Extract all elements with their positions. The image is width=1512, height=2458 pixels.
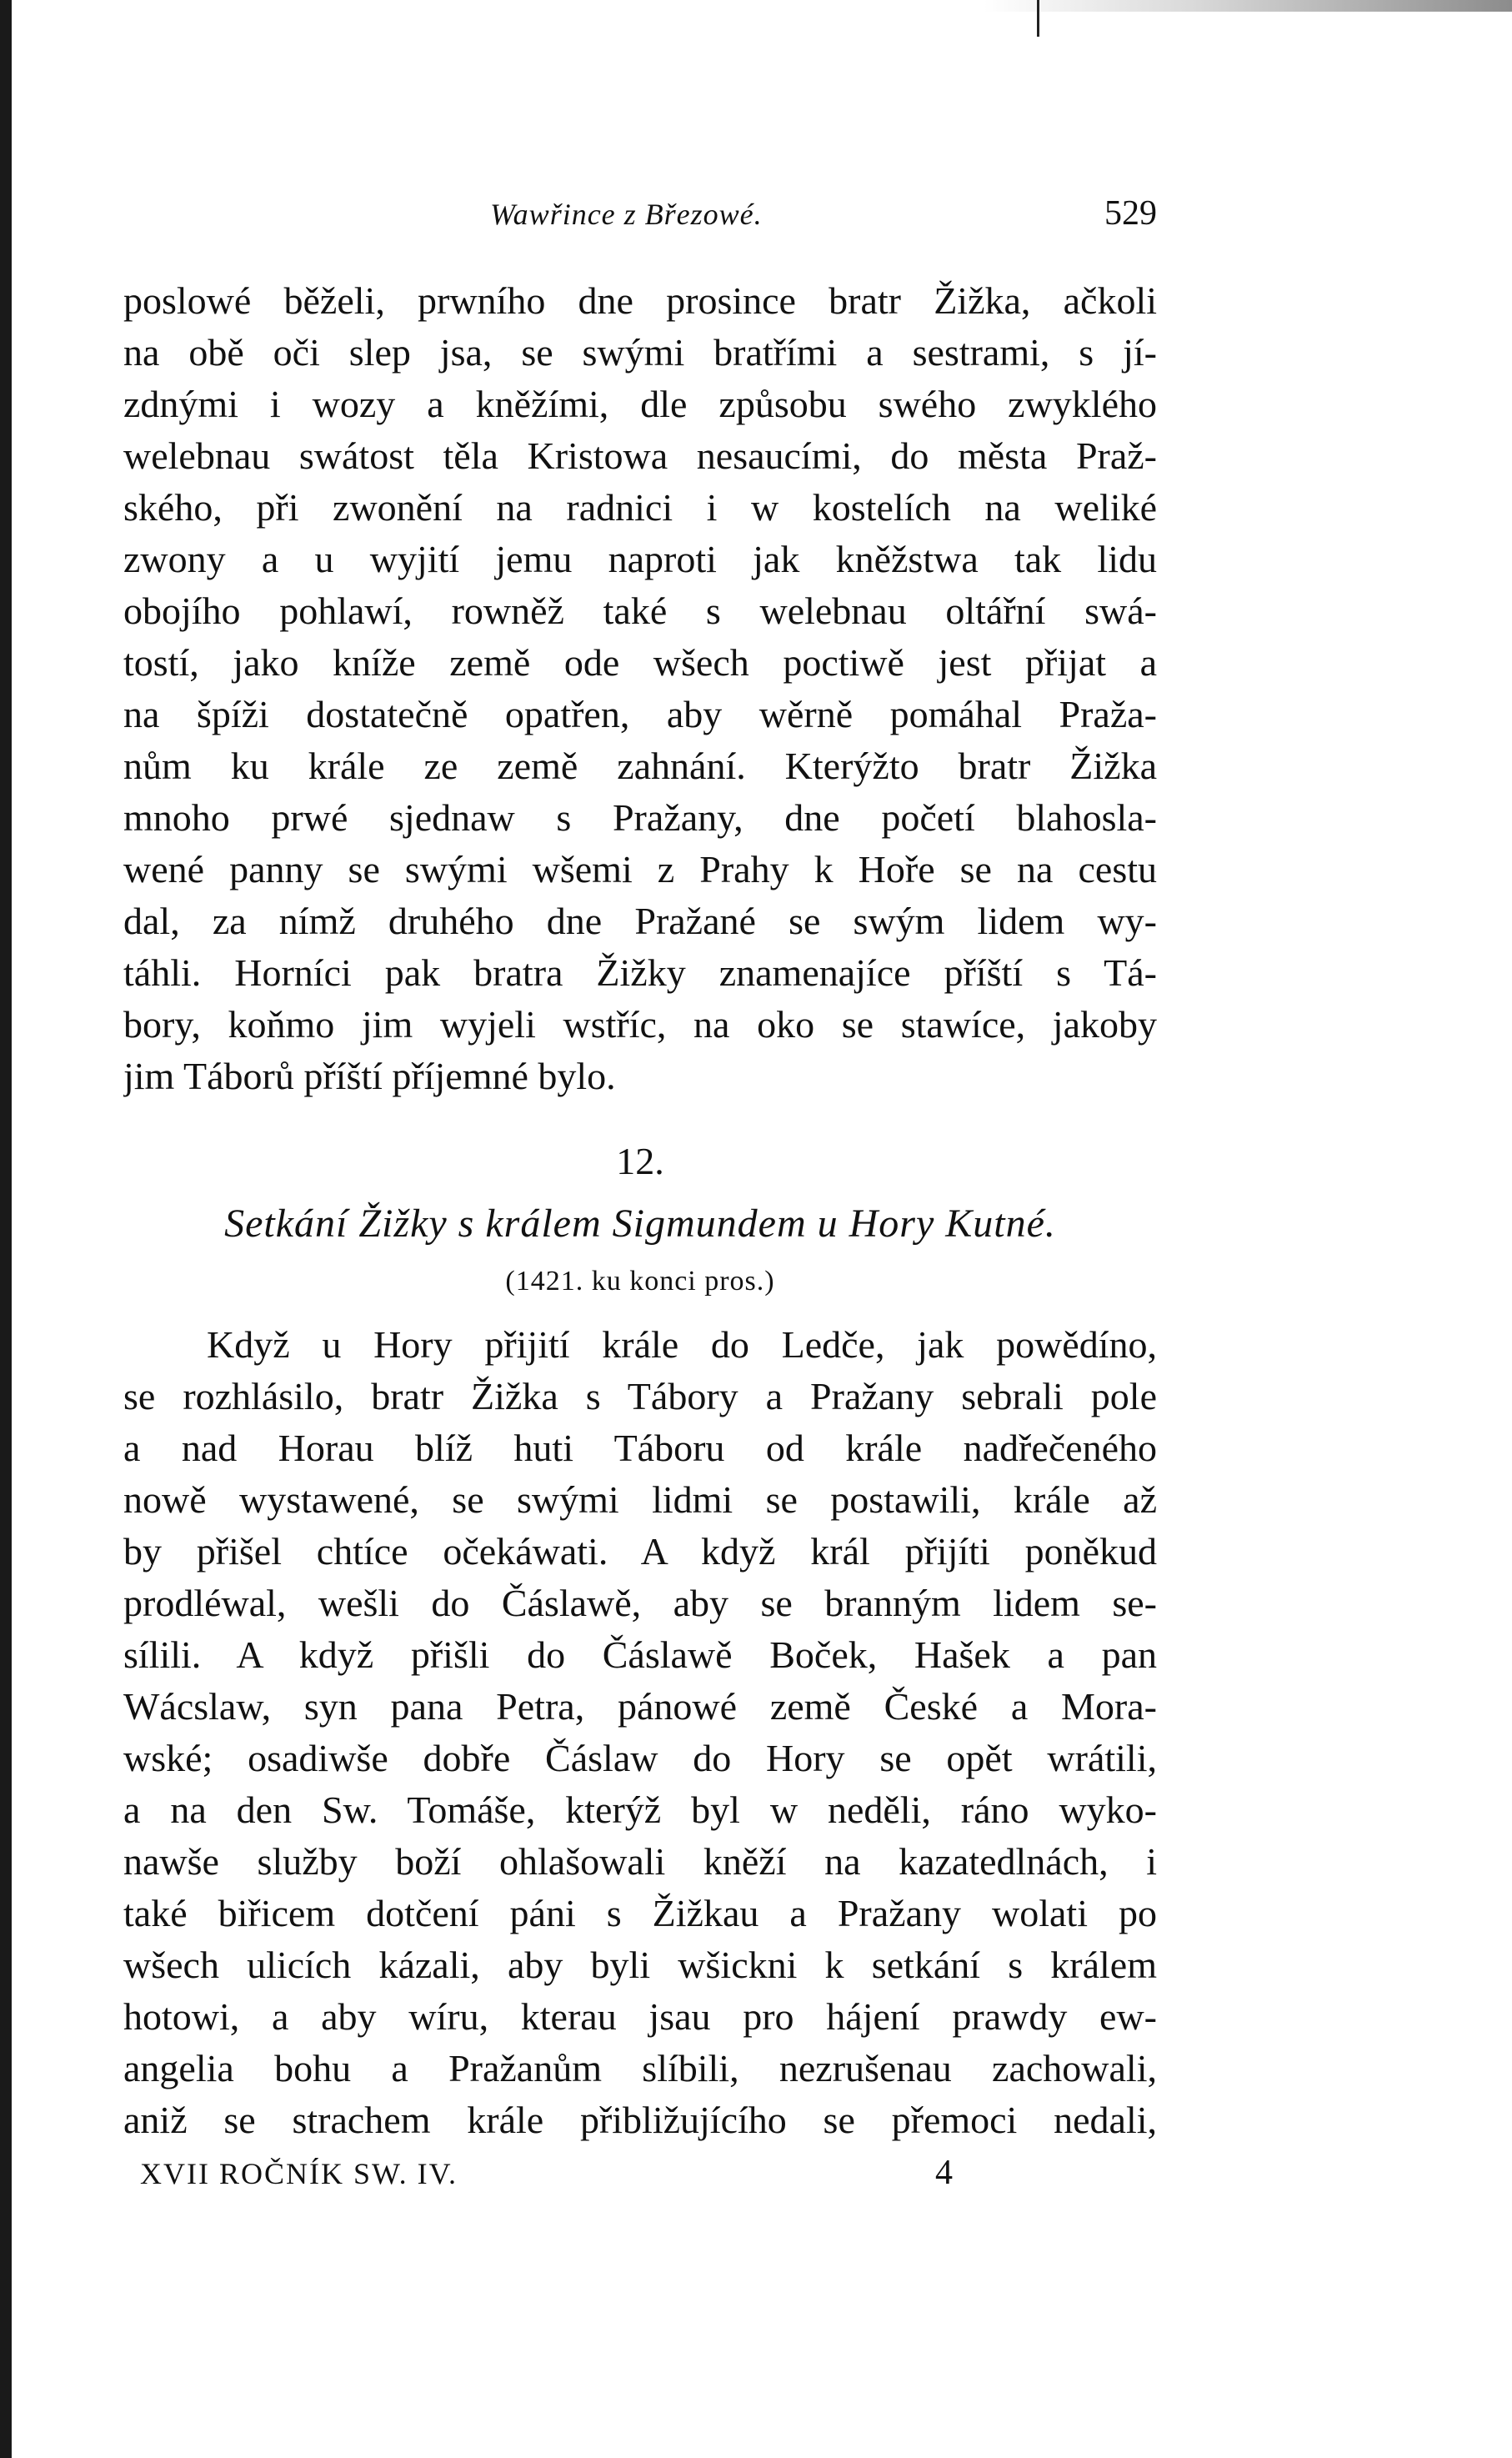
text-line: bory, koňmo jim wyjeli wstříc, na oko se stawíce, jakoby bbox=[123, 1003, 1157, 1046]
text-line: nům ku krále ze země zahnání. Kterýžto bratr Žižka bbox=[123, 745, 1157, 787]
page-number: 529 bbox=[1104, 194, 1157, 233]
text-line: na špíži dostatečně opatřen, aby wěrně pomáhal Praža- bbox=[123, 693, 1157, 735]
text-line: angelia bohu a Pražanům slíbili, nezrušenau zachowali, bbox=[123, 2047, 1157, 2089]
text-line: se rozhlásilo, bratr Žižka s Tábory a Pražany sebrali pole bbox=[123, 1375, 1157, 1417]
text-line: hotowi, a aby wíru, kterau jsau pro hájení prawdy ew- bbox=[123, 1995, 1157, 2038]
text-line: prodléwal, wešli do Čáslawě, aby se branným lidem se- bbox=[123, 1582, 1157, 1624]
text-line: welebnau swátost těla Kristowa nesaucími, do města Praž- bbox=[123, 434, 1157, 477]
text-line: ského, při zwonění na radnici i w kostelích na weliké bbox=[123, 486, 1157, 529]
signature-number: 4 bbox=[935, 2154, 953, 2192]
text-line: nawše služby boží ohlašowali kněží na kazatedlnách, i bbox=[123, 1840, 1157, 1883]
text-line: Wácslaw, syn pana Petra, pánowé země České a Mora- bbox=[123, 1685, 1157, 1728]
text-line: Když u Hory přijití krále do Ledče, jak powědíno, bbox=[207, 1323, 1157, 1366]
running-title: Wawřince z Březowé. bbox=[490, 198, 763, 231]
text-line: aniž se strachem krále přibližujícího se přemoci nedali, bbox=[123, 2099, 1157, 2141]
text-line: obojího pohlawí, rowněž také s welebnau oltářní swá- bbox=[123, 589, 1157, 632]
text-line: a na den Sw. Tomáše, kterýž byl w neděli, ráno wyko- bbox=[123, 1788, 1157, 1831]
text-line: sílili. A když přišli do Čáslawě Boček, Hašek a pan bbox=[123, 1633, 1157, 1676]
running-head bbox=[123, 194, 1157, 247]
text-line: nowě wystawené, se swými lidmi se postawili, krále až bbox=[123, 1478, 1157, 1521]
text-line: wené panny se swými wšemi z Prahy k Hoře se na cestu bbox=[123, 848, 1157, 890]
text-line: poslowé běželi, prwního dne prosince bratr Žižka, ačkoli bbox=[123, 279, 1157, 322]
text-line: dal, za nímž druhého dne Pražané se swým lidem wy- bbox=[123, 900, 1157, 942]
text-line: wšech ulicích kázali, aby byli wšickni k setkání s králem bbox=[123, 1944, 1157, 1986]
signature-mark: XVII ROČNÍK SW. IV. bbox=[140, 2157, 458, 2190]
section-date: (1421. ku konci pros.) bbox=[505, 1266, 775, 1297]
book-page bbox=[123, 0, 1157, 2458]
signature-line bbox=[140, 2156, 1140, 2203]
text-line: wské; osadiwše dobře Čáslaw do Hory se opět wrátili, bbox=[123, 1737, 1157, 1779]
paragraph-section-12 bbox=[123, 1319, 1157, 2146]
text-line: jim Táborů příští příjemné bylo. bbox=[123, 1055, 616, 1097]
text-line: také biřicem dotčení páni s Žižkau a Pražany wolati po bbox=[123, 1892, 1157, 1934]
text-line: na obě oči slep jsa, se swými bratřími a sestrami, s jí- bbox=[123, 331, 1157, 374]
text-line: by přišel chtíce očekáwati. A když král přijíti poněkud bbox=[123, 1530, 1157, 1573]
text-line: táhli. Horníci pak bratra Žižky znamenajíce příští s Tá- bbox=[123, 951, 1157, 994]
text-line: zwony a u wyjití jemu naproti jak kněžstwa tak lidu bbox=[123, 538, 1157, 580]
section-number: 12. bbox=[616, 1140, 664, 1182]
paragraph-continuation bbox=[123, 275, 1157, 1102]
text-line: tostí, jako kníže země ode wšech poctiwě jest přijat a bbox=[123, 641, 1157, 684]
text-line: mnoho prwé sjednaw s Pražany, dne početí blahosla- bbox=[123, 796, 1157, 839]
scan-border-left bbox=[0, 0, 12, 2458]
text-line: zdnými i wozy a kněžími, dle způsobu swého zwyklého bbox=[123, 383, 1157, 425]
text-line: a nad Horau blíž huti Táboru od krále nadřečeného bbox=[123, 1427, 1157, 1469]
section-title: Setkání Žižky s králem Sigmundem u Hory Kutné. bbox=[224, 1201, 1056, 1246]
